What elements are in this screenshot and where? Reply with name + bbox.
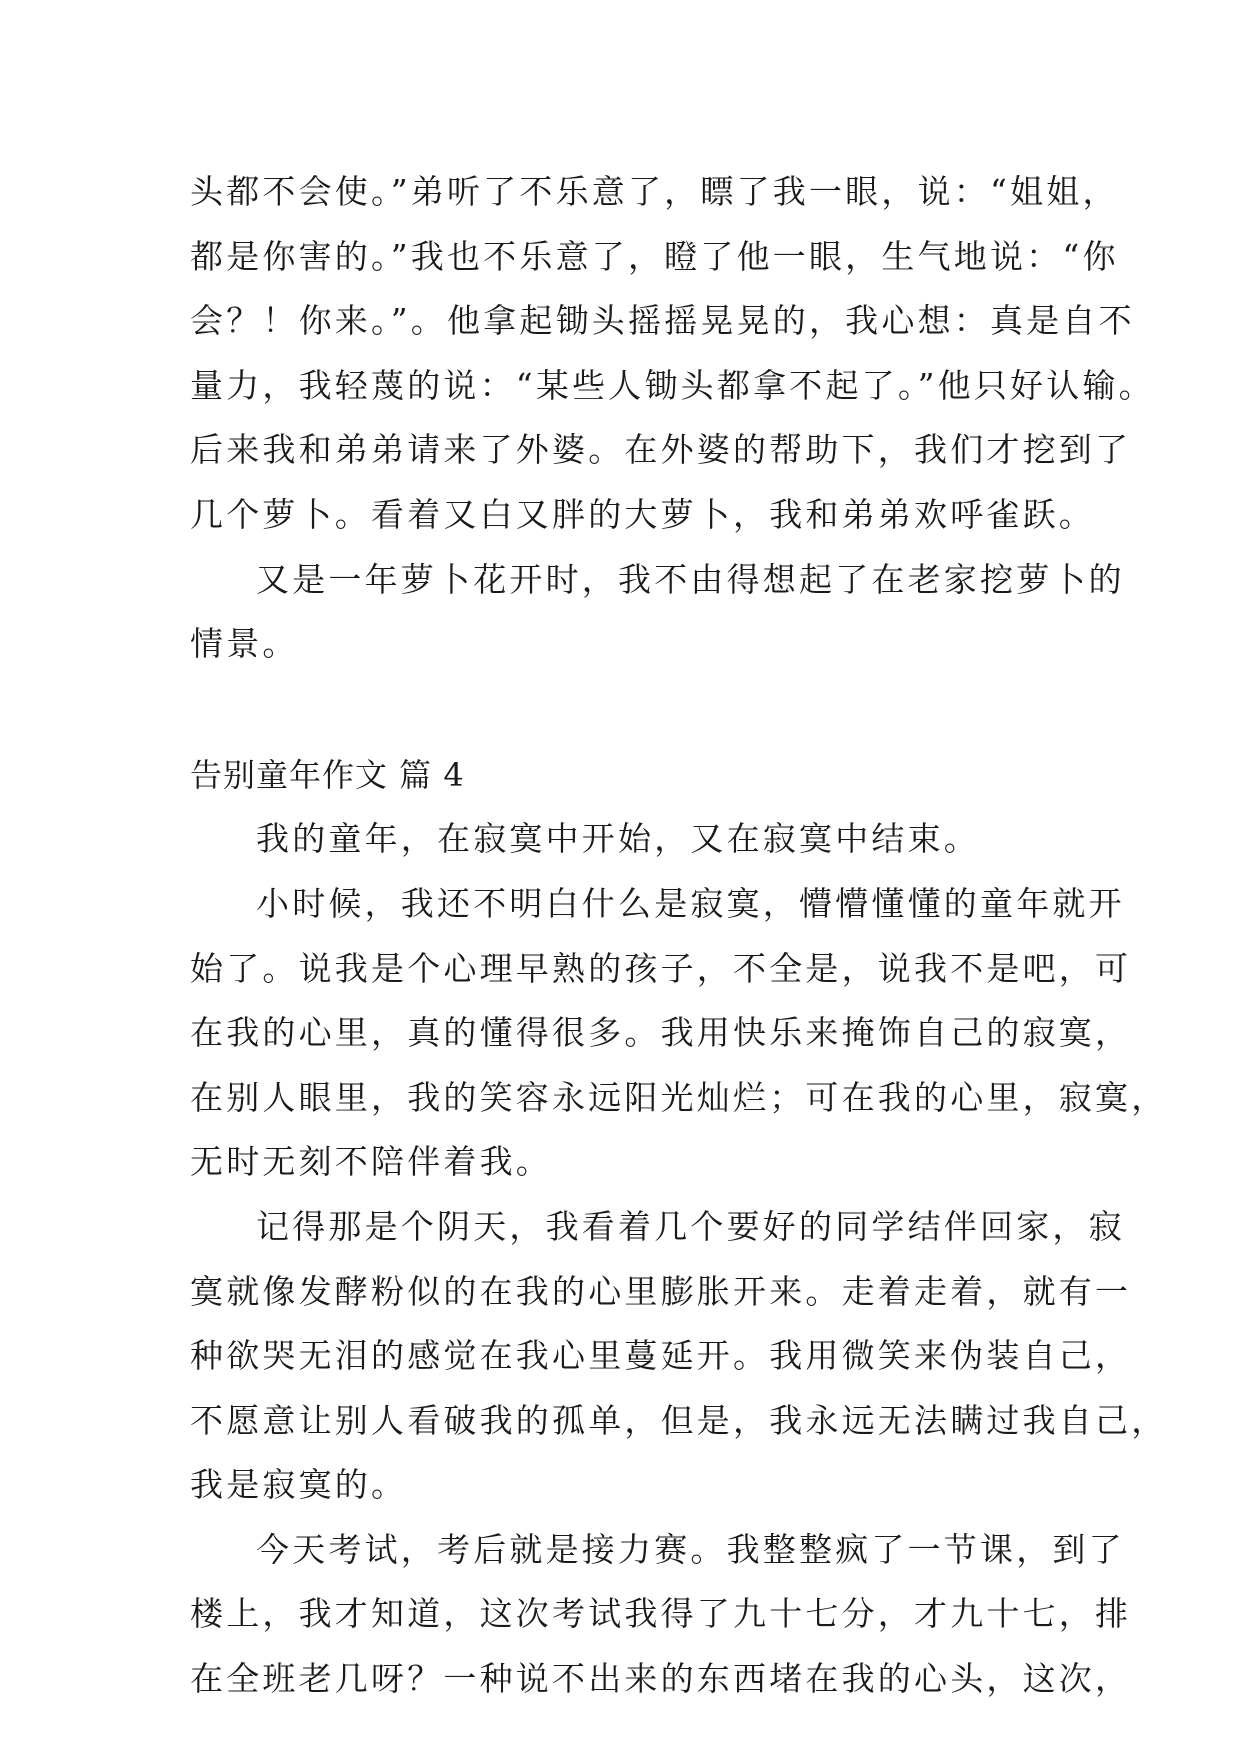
section-heading: 告别童年作文 篇 4 [190, 755, 465, 794]
section-gap [190, 677, 1060, 743]
text-line: 几个萝卜。看着又白又胖的大萝卜，我和弟弟欢呼雀跃。 [190, 494, 1095, 534]
text-line: 不愿意让别人看破我的孤单，但是，我永远无法瞒过我自己， [190, 1400, 1168, 1440]
text-line: 小时候，我还不明白什么是寂寞，懵懵懂懂的童年就开 [256, 883, 1125, 923]
text-line: 楼上，我才知道，这次考试我得了九十七分，才九十七，排 [190, 1594, 1132, 1634]
text-line: 今天考试，考后就是接力赛。我整整疯了一节课，到了 [256, 1529, 1125, 1569]
text-line: 会？！你来。”。他拿起锄头摇摇晃晃的，我心想：真是自不 [190, 301, 1135, 341]
paragraph [190, 807, 1060, 872]
text-line: 我是寂寞的。 [190, 1465, 408, 1505]
text-line: 量力，我轻蔑的说：“某些人锄头都拿不起了。”他只好认输。 [190, 365, 1155, 405]
text-line: 无时无刻不陪伴着我。 [190, 1142, 552, 1182]
text-line: 我的童年，在寂寞中开始，又在寂寞中结束。 [256, 819, 980, 859]
text-line: 始了。说我是个心理早熟的孩子，不全是，说我不是吧，可 [190, 948, 1132, 988]
text-line: 又是一年萝卜花开时，我不由得想起了在老家挖萝卜的 [256, 559, 1125, 599]
text-line: 记得那是个阴天，我看着几个要好的同学结伴回家，寂 [256, 1206, 1125, 1246]
text-line: 头都不会使。”弟听了不乐意了，瞟了我一眼，说：“姐姐， [190, 172, 1119, 211]
text-line: 在全班老几呀？一种说不出来的东西堵在我的心头，这次， [190, 1659, 1132, 1699]
paragraph [190, 1195, 1168, 1518]
text-line: 种欲哭无泪的感觉在我心里蔓延开。我用微笑来伪装自己， [190, 1336, 1132, 1376]
text-line: 后来我和弟弟请来了外婆。在外婆的帮助下，我们才挖到了 [190, 430, 1132, 470]
text-line: 在我的心里，真的懂得很多。我用快乐来掩饰自己的寂寞， [190, 1013, 1132, 1053]
paragraph [190, 872, 1168, 1195]
paragraph [190, 548, 1125, 677]
text-line: 情景。 [190, 624, 299, 664]
text-line: 都是你害的。”我也不乐意了，瞪了他一眼，生气地说：“你 [190, 236, 1119, 276]
paragraph [190, 1518, 1132, 1712]
paragraph [190, 160, 1155, 548]
text-line: 寞就像发酵粉似的在我的心里膨胀开来。走着走着，就有一 [190, 1271, 1132, 1311]
text-line: 在别人眼里，我的笑容永远阳光灿烂；可在我的心里，寂寞， [190, 1077, 1168, 1117]
document-page [190, 160, 1168, 1712]
